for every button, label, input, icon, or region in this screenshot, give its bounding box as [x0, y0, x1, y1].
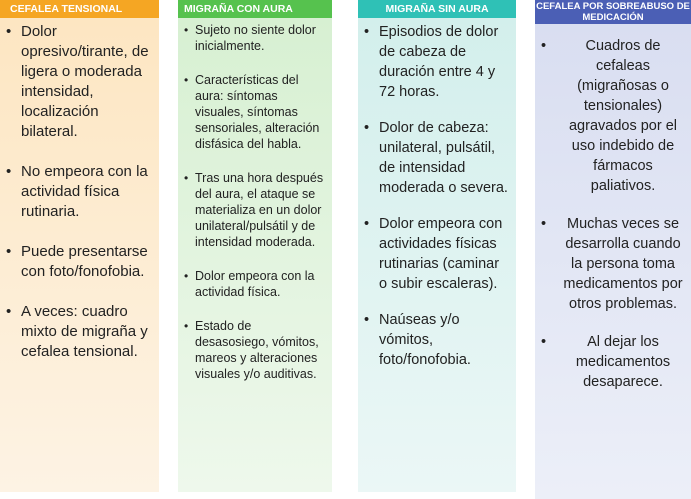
list-item: • No empeora con la actividad física rutinaria.	[6, 162, 151, 222]
list-item: • Naúseas y/o vómitos, foto/fonofobia.	[364, 310, 510, 370]
list-item: • Dolor de cabeza: unilateral, pulsátil, de intensidad moderada o severa.	[364, 118, 510, 198]
column-header: MIGRAÑA CON AURA	[178, 0, 332, 18]
list-item: • Sujeto no siente dolor inicialmente.	[184, 22, 326, 54]
column-migrana-sin-aura	[358, 0, 516, 492]
column-header: MIGRAÑA SIN AURA	[358, 0, 516, 18]
bullet-list	[184, 22, 326, 382]
column-cefalea-tensional	[0, 0, 159, 492]
bullet-list	[6, 22, 151, 362]
column-body	[358, 18, 516, 492]
column-migrana-con-aura	[178, 0, 332, 492]
list-item: • Estado de desasosiego, vómitos, mareos y alteraciones visuales y/o auditivas.	[184, 318, 326, 382]
list-item: • Dolor empeora con actividades físicas rutinarias (caminar o subir escaleras).	[364, 214, 510, 294]
column-cefalea-sobreabuso-medicacion	[535, 0, 691, 499]
list-item: • A veces: cuadro mixto de migraña y cefalea tensional.	[6, 302, 151, 362]
column-header: CEFALEA TENSIONAL	[0, 0, 159, 18]
list-item: • Episodios de dolor de cabeza de duración entre 4 y 72 horas.	[364, 22, 510, 102]
list-item: • Tras una hora después del aura, el ataque se materializa en un dolor unilateral/pulsátil y de intensidad moderada.	[184, 170, 326, 250]
column-header: CEFALEA POR SOBREABUSO DE MEDICACIÓN	[536, 1, 690, 23]
list-item: • Cuadros de cefaleas (migrañosas o tensionales) agravados por el uso indebido de fármacos paliativos.	[541, 36, 683, 196]
bullet-list	[541, 36, 683, 392]
bullet-list	[364, 22, 510, 370]
list-item: • Características del aura: síntomas visuales, síntomas sensoriales, alteración disfásica del habla.	[184, 72, 326, 152]
list-item: • Dolor empeora con la actividad física.	[184, 268, 326, 300]
list-item: • Dolor opresivo/tirante, de ligera o moderada intensidad, localización bilateral.	[6, 22, 151, 142]
list-item: • Al dejar los medicamentos desaparece.	[541, 332, 683, 392]
column-body	[535, 24, 691, 499]
list-item: • Muchas veces se desarrolla cuando la persona toma medicamentos por otros problemas.	[541, 214, 683, 314]
column-body	[0, 18, 159, 492]
column-body	[178, 18, 332, 492]
list-item: • Puede presentarse con foto/fonofobia.	[6, 242, 151, 282]
